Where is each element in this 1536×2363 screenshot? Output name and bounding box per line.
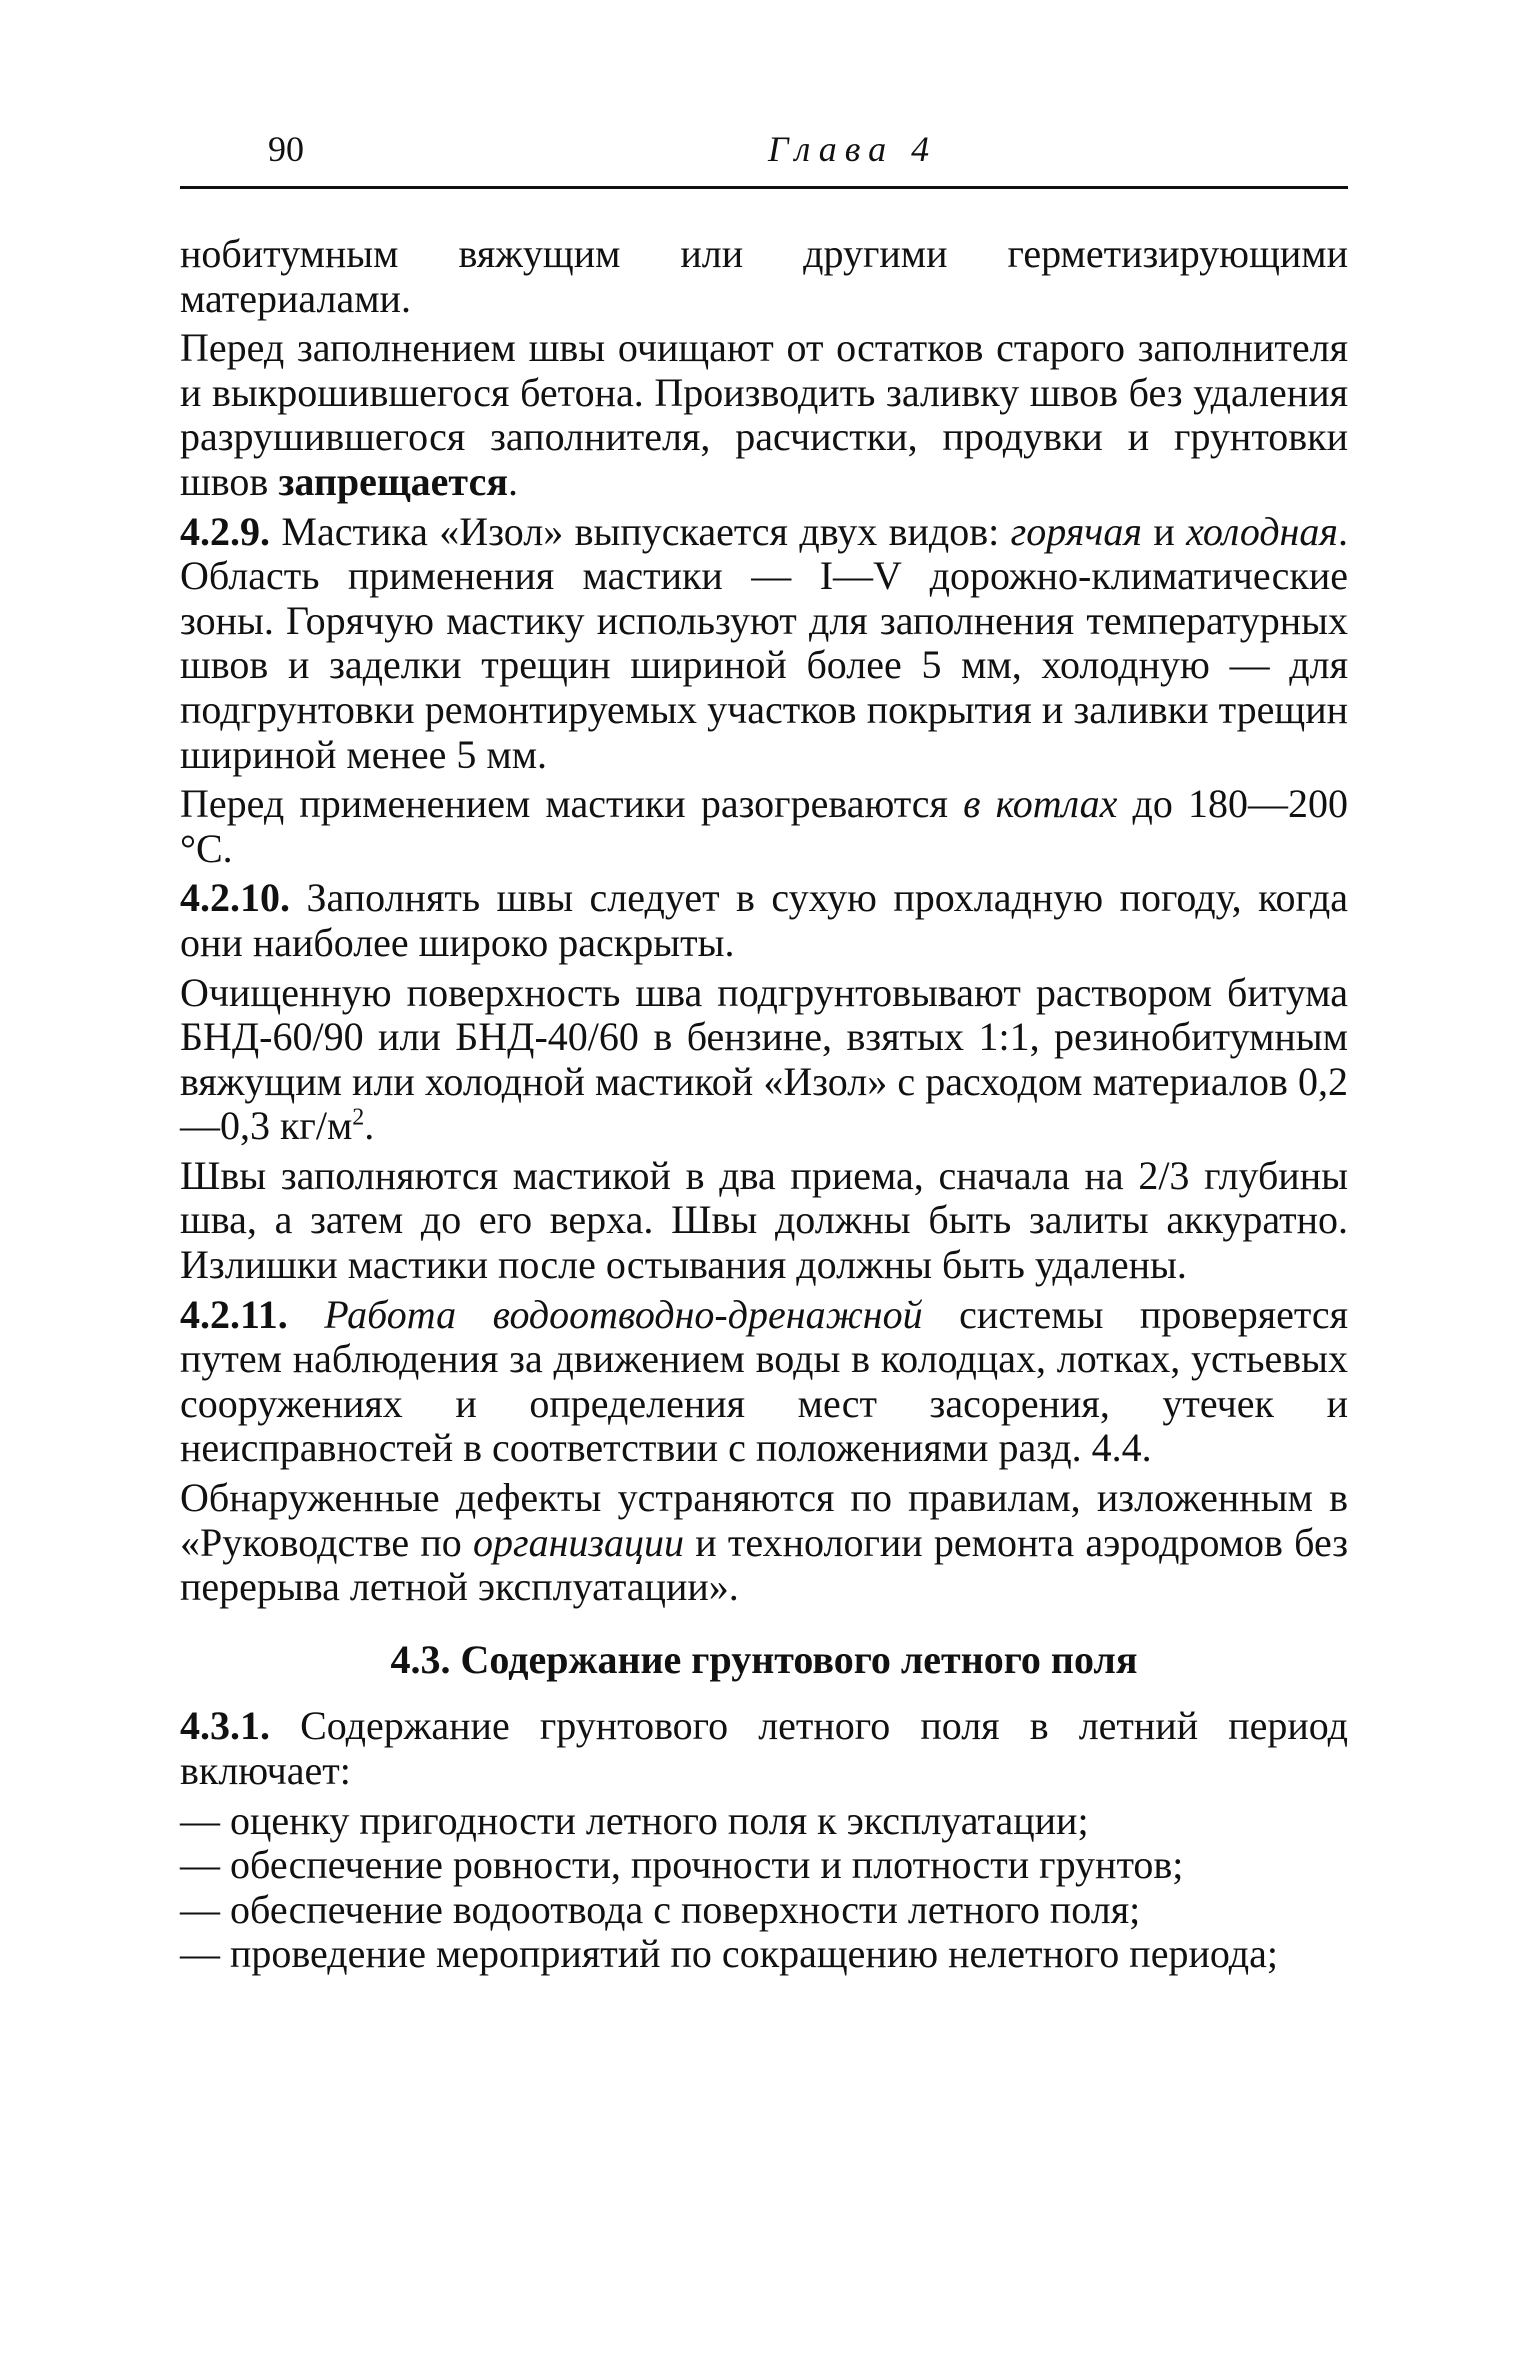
section-4-2-9 (180, 510, 1348, 778)
section-4-3-1 (180, 1704, 1348, 1793)
section-number: 4.2.10. (180, 875, 290, 921)
running-header (180, 128, 1348, 172)
paragraph-text: Заполнять швы следует в сухую прохладную погоду, когда они наиболее широко раскрыты. (180, 875, 1348, 965)
italic-term: Работа водоотводно-дренажной (287, 1291, 923, 1337)
maintenance-list (180, 1799, 1348, 1977)
section-number: 4.2.9. (180, 508, 270, 554)
paragraph-text: Очищенную поверхность шва подгрунтовывают раствором битума БНД-60/90 или БНД-40/60 в бензине, взятых 1:1, резинобитумным вяжущим или холодной мастикой «Изол» с расходом материалов 0,2—0,3 кг/м (180, 969, 1348, 1149)
header-rule (180, 186, 1348, 189)
paragraph-text: . Область применения мастики — I—V дорожно-климатические зоны. Горячую мастику используют для заполнения температурных швов и заделки трещин шириной более 5 мм, холодную — для подгрунтовки ремонтируемых участков покрытия и заливки трещин шириной менее 5 мм. (180, 508, 1348, 777)
paragraph-text: системы проверяется путем наблюдения за движением воды в колодцах, лотках, устьевых сооружениях и определения мест засорения, утечек и неисправностей в соответствии с положениями разд. 4.4. (180, 1291, 1348, 1471)
paragraph-text: и технологии ремонта аэродромов без перерыва летной эксплуатации». (180, 1519, 1349, 1610)
emphasis-prohibited: запрещается (278, 458, 508, 504)
section-heading: 4.3. Содержание грунтового летного поля (390, 1636, 1138, 1682)
section-4-2-11 (180, 1293, 1348, 1471)
paragraph-text: нобитумным вяжущим или другими герметизирующими материалами. (180, 231, 1348, 321)
paragraph-filling (180, 1154, 1348, 1288)
paragraph-priming (180, 971, 1348, 1149)
section-4-2-10 (180, 876, 1348, 965)
list-item: — оценку пригодности летного поля к эксплуатации; (180, 1797, 1089, 1843)
italic-term: организации (472, 1519, 685, 1565)
paragraph-text: и (1141, 508, 1187, 554)
paragraph-text: Обнаруженные дефекты устраняются по правилам, изложенным в «Руководстве по (180, 1475, 1348, 1565)
body-text (180, 232, 1348, 1977)
paragraph-defects (180, 1476, 1348, 1610)
section-number: 4.2.11. (180, 1291, 288, 1337)
list-item: — проведение мероприятий по сокращению нелетного периода; (180, 1931, 1278, 1977)
superscript: 2 (352, 1104, 365, 1131)
paragraph-continuation (180, 232, 1348, 321)
paragraph-text: . (507, 458, 518, 504)
italic-term: в котлах (963, 781, 1118, 827)
chapter-label: Глава 4 (768, 129, 938, 169)
paragraph-text: до 180—200 °С. (180, 781, 1349, 871)
paragraph-heating (180, 782, 1348, 871)
section-number: 4.3.1. (180, 1703, 270, 1749)
italic-term: горячая (1010, 508, 1142, 554)
italic-term: холодная (1186, 508, 1338, 554)
paragraph-text: . (364, 1103, 375, 1149)
page-number: 90 (268, 129, 304, 169)
paragraph-text: Перед заполнением швы очищают от остатков старого заполнителя и выкрошившегося бетона. Производить заливку швов без удаления разрушившегося заполнителя, расчистки, продувки и грунтовки швов (180, 325, 1348, 504)
paragraph-text: Мастика «Изол» выпускается двух видов: (270, 508, 1011, 554)
paragraph-text: Перед применением мастики разогреваются (180, 781, 964, 827)
paragraph-text: Швы заполняются мастикой в два приема, сначала на 2/3 глубины шва, а затем до его верха. Швы должны быть залиты аккуратно. Излишки мастики после остывания должны быть удалены. (180, 1152, 1348, 1288)
paragraph-joint-preparation (180, 326, 1348, 504)
list-item: — обеспечение водоотвода с поверхности летного поля; (180, 1886, 1141, 1932)
list-item: — обеспечение ровности, прочности и плотности грунтов; (180, 1842, 1184, 1888)
paragraph-text: Содержание грунтового летного поля в летний период включает: (180, 1703, 1348, 1793)
